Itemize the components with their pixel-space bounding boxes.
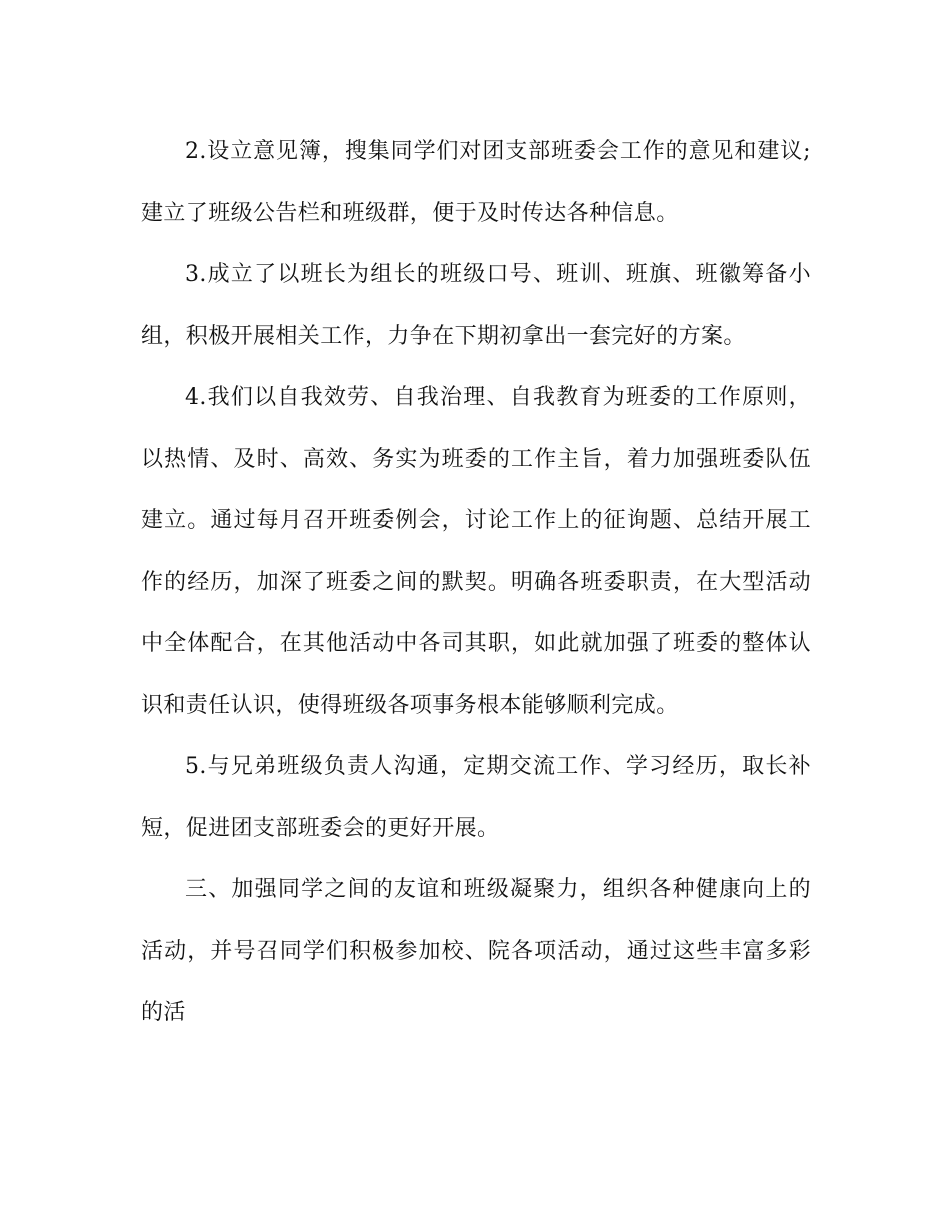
paragraph-item-3: 3.成立了以班长为组长的班级口号、班训、班旗、班徽筹备小组，积极开展相关工作，力争在下期初拿出一套完好的方案。 <box>141 262 811 349</box>
paragraph-section-3: 三、加强同学之间的友谊和班级凝聚力，组织各种健康向上的活动，并号召同学们积极参加校、院各项活动，通过这些丰富多彩的活 <box>141 877 811 1025</box>
paragraph-item-2: 2.设立意见簿，搜集同学们对团支部班委会工作的意见和建议;建立了班级公告栏和班级群，便于及时传达各种信息。 <box>141 139 811 226</box>
document-body <box>141 121 811 1044</box>
paragraph-item-5: 5.与兄弟班级负责人沟通，定期交流工作、学习经历，取长补短，促进团支部班委会的更好开展。 <box>141 754 811 841</box>
paragraph-item-4: 4.我们以自我效劳、自我治理、自我教育为班委的工作原则，以热情、及时、高效、务实为班委的工作主旨，着力加强班委队伍建立。通过每月召开班委例会，讨论工作上的征询题、总结开展工作的经历，加深了班委之间的默契。明确各班委职责，在大型活动中全体配合，在其他活动中各司其职，如此就加强了班委的整体认识和责任认识，使得班级各项事务根本能够顺利完成。 <box>141 385 811 718</box>
